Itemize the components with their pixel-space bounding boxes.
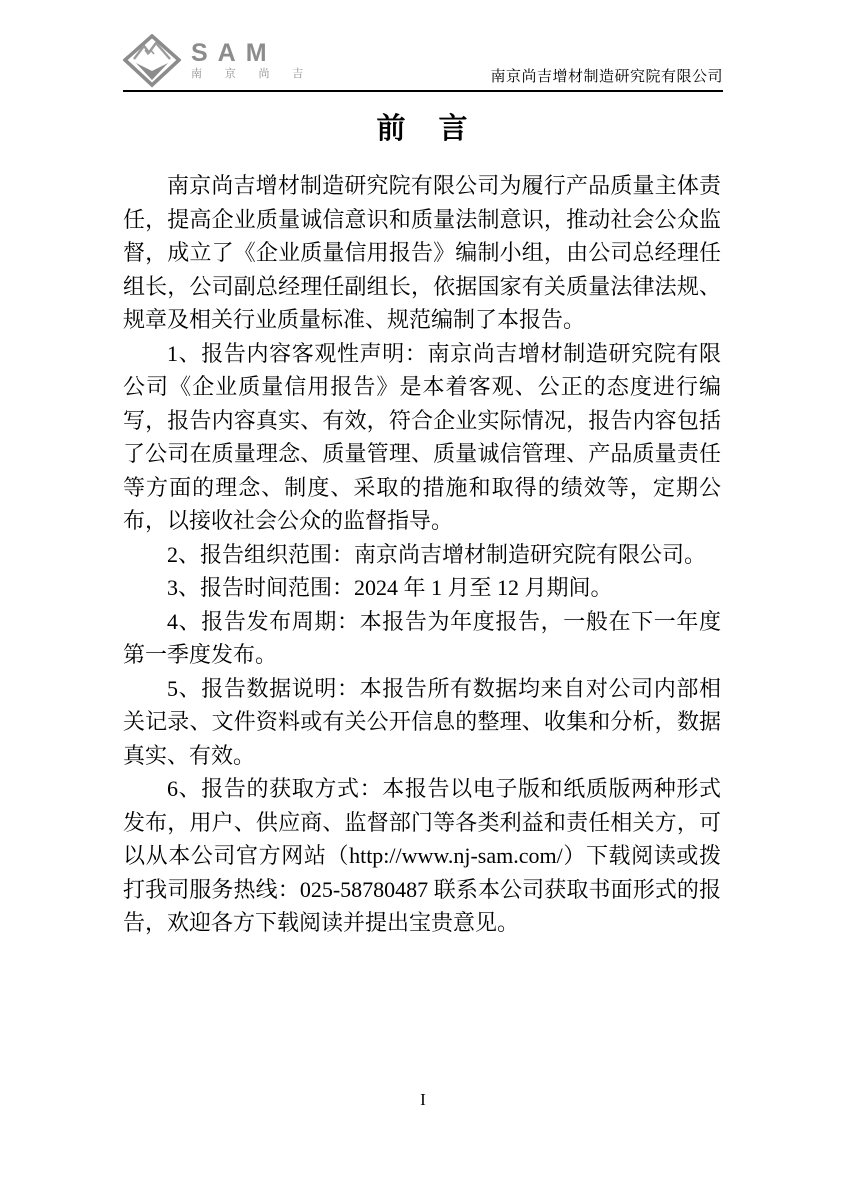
paragraph-item-3: 3、报告时间范围：2024 年 1 月至 12 月期间。 <box>167 575 613 600</box>
diamond-mountain-logo-icon <box>123 34 181 88</box>
logo-sam-text: SAM <box>191 39 277 67</box>
header-company-name: 南京尚吉增材制造研究院有限公司 <box>490 69 723 85</box>
page-header <box>123 26 723 92</box>
paragraph-intro: 南京尚吉增材制造研究院有限公司为履行产品质量主体责任，提高企业质量诚信意识和质量法制意识，推动社会公众监督，成立了《企业质量信用报告》编制小组，由公司总经理任组长，公司副总经理任副组长，依据国家有关质量法律法规、规章及相关行业质量标准、规范编制了本报告。 <box>123 173 721 332</box>
page-title: 前 言 <box>376 113 470 145</box>
page-number: I <box>420 1090 426 1109</box>
paragraph-item-5: 5、报告数据说明：本报告所有数据均来自对公司内部相关记录、文件资料或有关公开信息的整理、收集和分析，数据真实、有效。 <box>123 675 721 768</box>
paragraph-item-1: 1、报告内容客观性声明：南京尚吉增材制造研究院有限公司《企业质量信用报告》是本着客观、公正的态度进行编写，报告内容真实、有效，符合企业实际情况，报告内容包括了公司在质量理念、质量管理、质量诚信管理、产品质量责任等方面的理念、制度、采取的措施和取得的绩效等，定期公布，以接收社会公众的监督指导。 <box>123 340 721 533</box>
logo-wordmark <box>191 41 313 81</box>
paragraph-item-4: 4、报告发布周期：本报告为年度报告，一般在下一年度第一季度发布。 <box>123 608 721 667</box>
logo-subtitle-text: 南 京 尚 吉 <box>191 68 314 80</box>
paragraph-item-6: 6、报告的获取方式：本报告以电子版和纸质版两种形式发布，用户、供应商、监督部门等各类利益和责任相关方，可以从本公司官方网站（http://www.nj-sam.com/）下载阅读或拨打我司服务热线：025-58780487 联系本公司获取书面形式的报告，欢迎各方下载阅读并提出宝贵意见。 <box>123 776 721 935</box>
company-logo <box>123 34 313 90</box>
document-body <box>123 169 721 940</box>
paragraph-item-2: 2、报告组织范围：南京尚吉增材制造研究院有限公司。 <box>167 541 707 567</box>
